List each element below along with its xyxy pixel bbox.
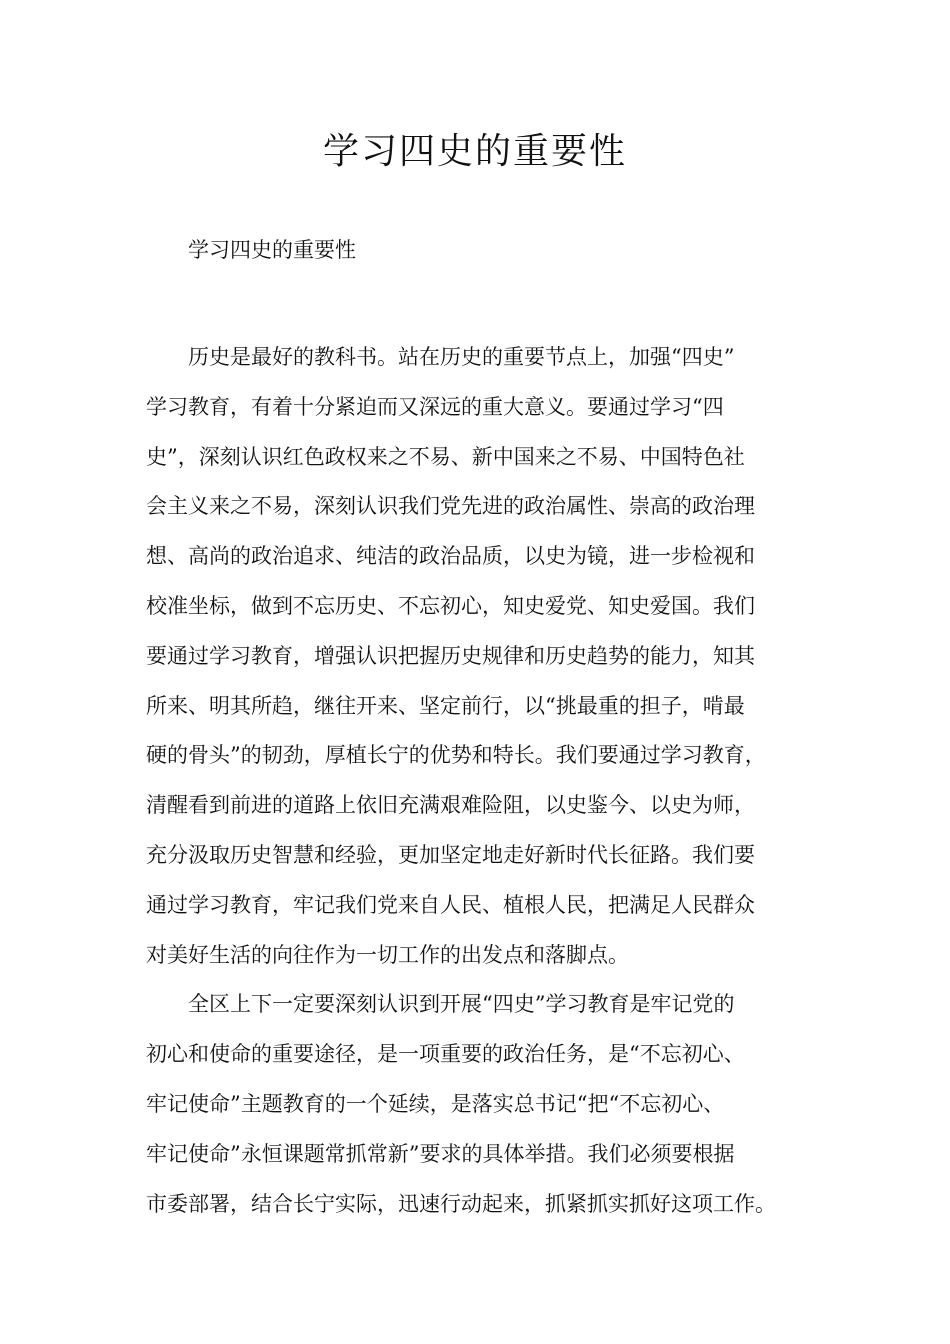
- paragraph-1: [146, 333, 826, 980]
- paragraph-line: 会主义来之不易，深刻认识我们党先进的政治属性、崇高的政治理: [146, 494, 755, 519]
- paragraph-line: 通过学习教育，牢记我们党来自人民、植根人民，把满足人民群众: [146, 892, 755, 917]
- paragraph-line: 校准坐标，做到不忘历史、不忘初心，知史爱党、知史爱国。我们: [146, 593, 755, 618]
- paragraph-line: 全区上下一定要深刻认识到开展“四史”学习教育是牢记党的: [188, 992, 735, 1017]
- document-subtitle: 学习四史的重要性: [188, 238, 356, 262]
- paragraph-line: 学习教育，有着十分紧迫而又深远的重大意义。要通过学习“四: [146, 394, 724, 419]
- paragraph-line: 清醒看到前进的道路上依旧充满艰难险阻，以史鉴今、以史为师，: [146, 793, 755, 818]
- paragraph-line: 充分汲取历史智慧和经验，更加坚定地走好新时代长征路。我们要: [146, 842, 755, 867]
- paragraph-line: 想、高尚的政治追求、纯洁的政治品质，以史为镜，进一步检视和: [146, 544, 755, 569]
- paragraph-line: 牢记使命”主题教育的一个延续，是落实总书记“把“不忘初心、: [146, 1091, 725, 1116]
- paragraph-line: 硬的骨头”的韧劲，厚植长宁的优势和特长。我们要通过学习教育，: [146, 743, 766, 768]
- paragraph-line: 牢记使命”永恒课题常抓常新”要求的具体举措。我们必须要根据: [146, 1141, 735, 1166]
- paragraph-line: 要通过学习教育，增强认识把握历史规律和历史趋势的能力，知其: [146, 643, 755, 668]
- paragraph-line: 市委部署，结合长宁实际，迅速行动起来，抓紧抓实抓好这项工作。: [146, 1191, 776, 1216]
- page-title: 学习四史的重要性: [322, 131, 627, 172]
- paragraph-line: 历史是最好的教科书。站在历史的重要节点上，加强“四史”: [188, 345, 735, 369]
- paragraph-line: 初心和使命的重要途径，是一项重要的政治任务，是“不忘初心、: [146, 1042, 745, 1067]
- paragraph-line: 史”，深刻认识红色政权来之不易、新中国来之不易、中国特色社: [146, 444, 745, 469]
- paragraph-2: [146, 980, 826, 1229]
- document-body: [146, 333, 826, 1229]
- paragraph-line: 对美好生活的向往作为一切工作的出发点和落脚点。: [146, 942, 629, 967]
- paragraph-line: 所来、明其所趋，继往开来、坚定前行，以“挑最重的担子，啃最: [146, 693, 745, 718]
